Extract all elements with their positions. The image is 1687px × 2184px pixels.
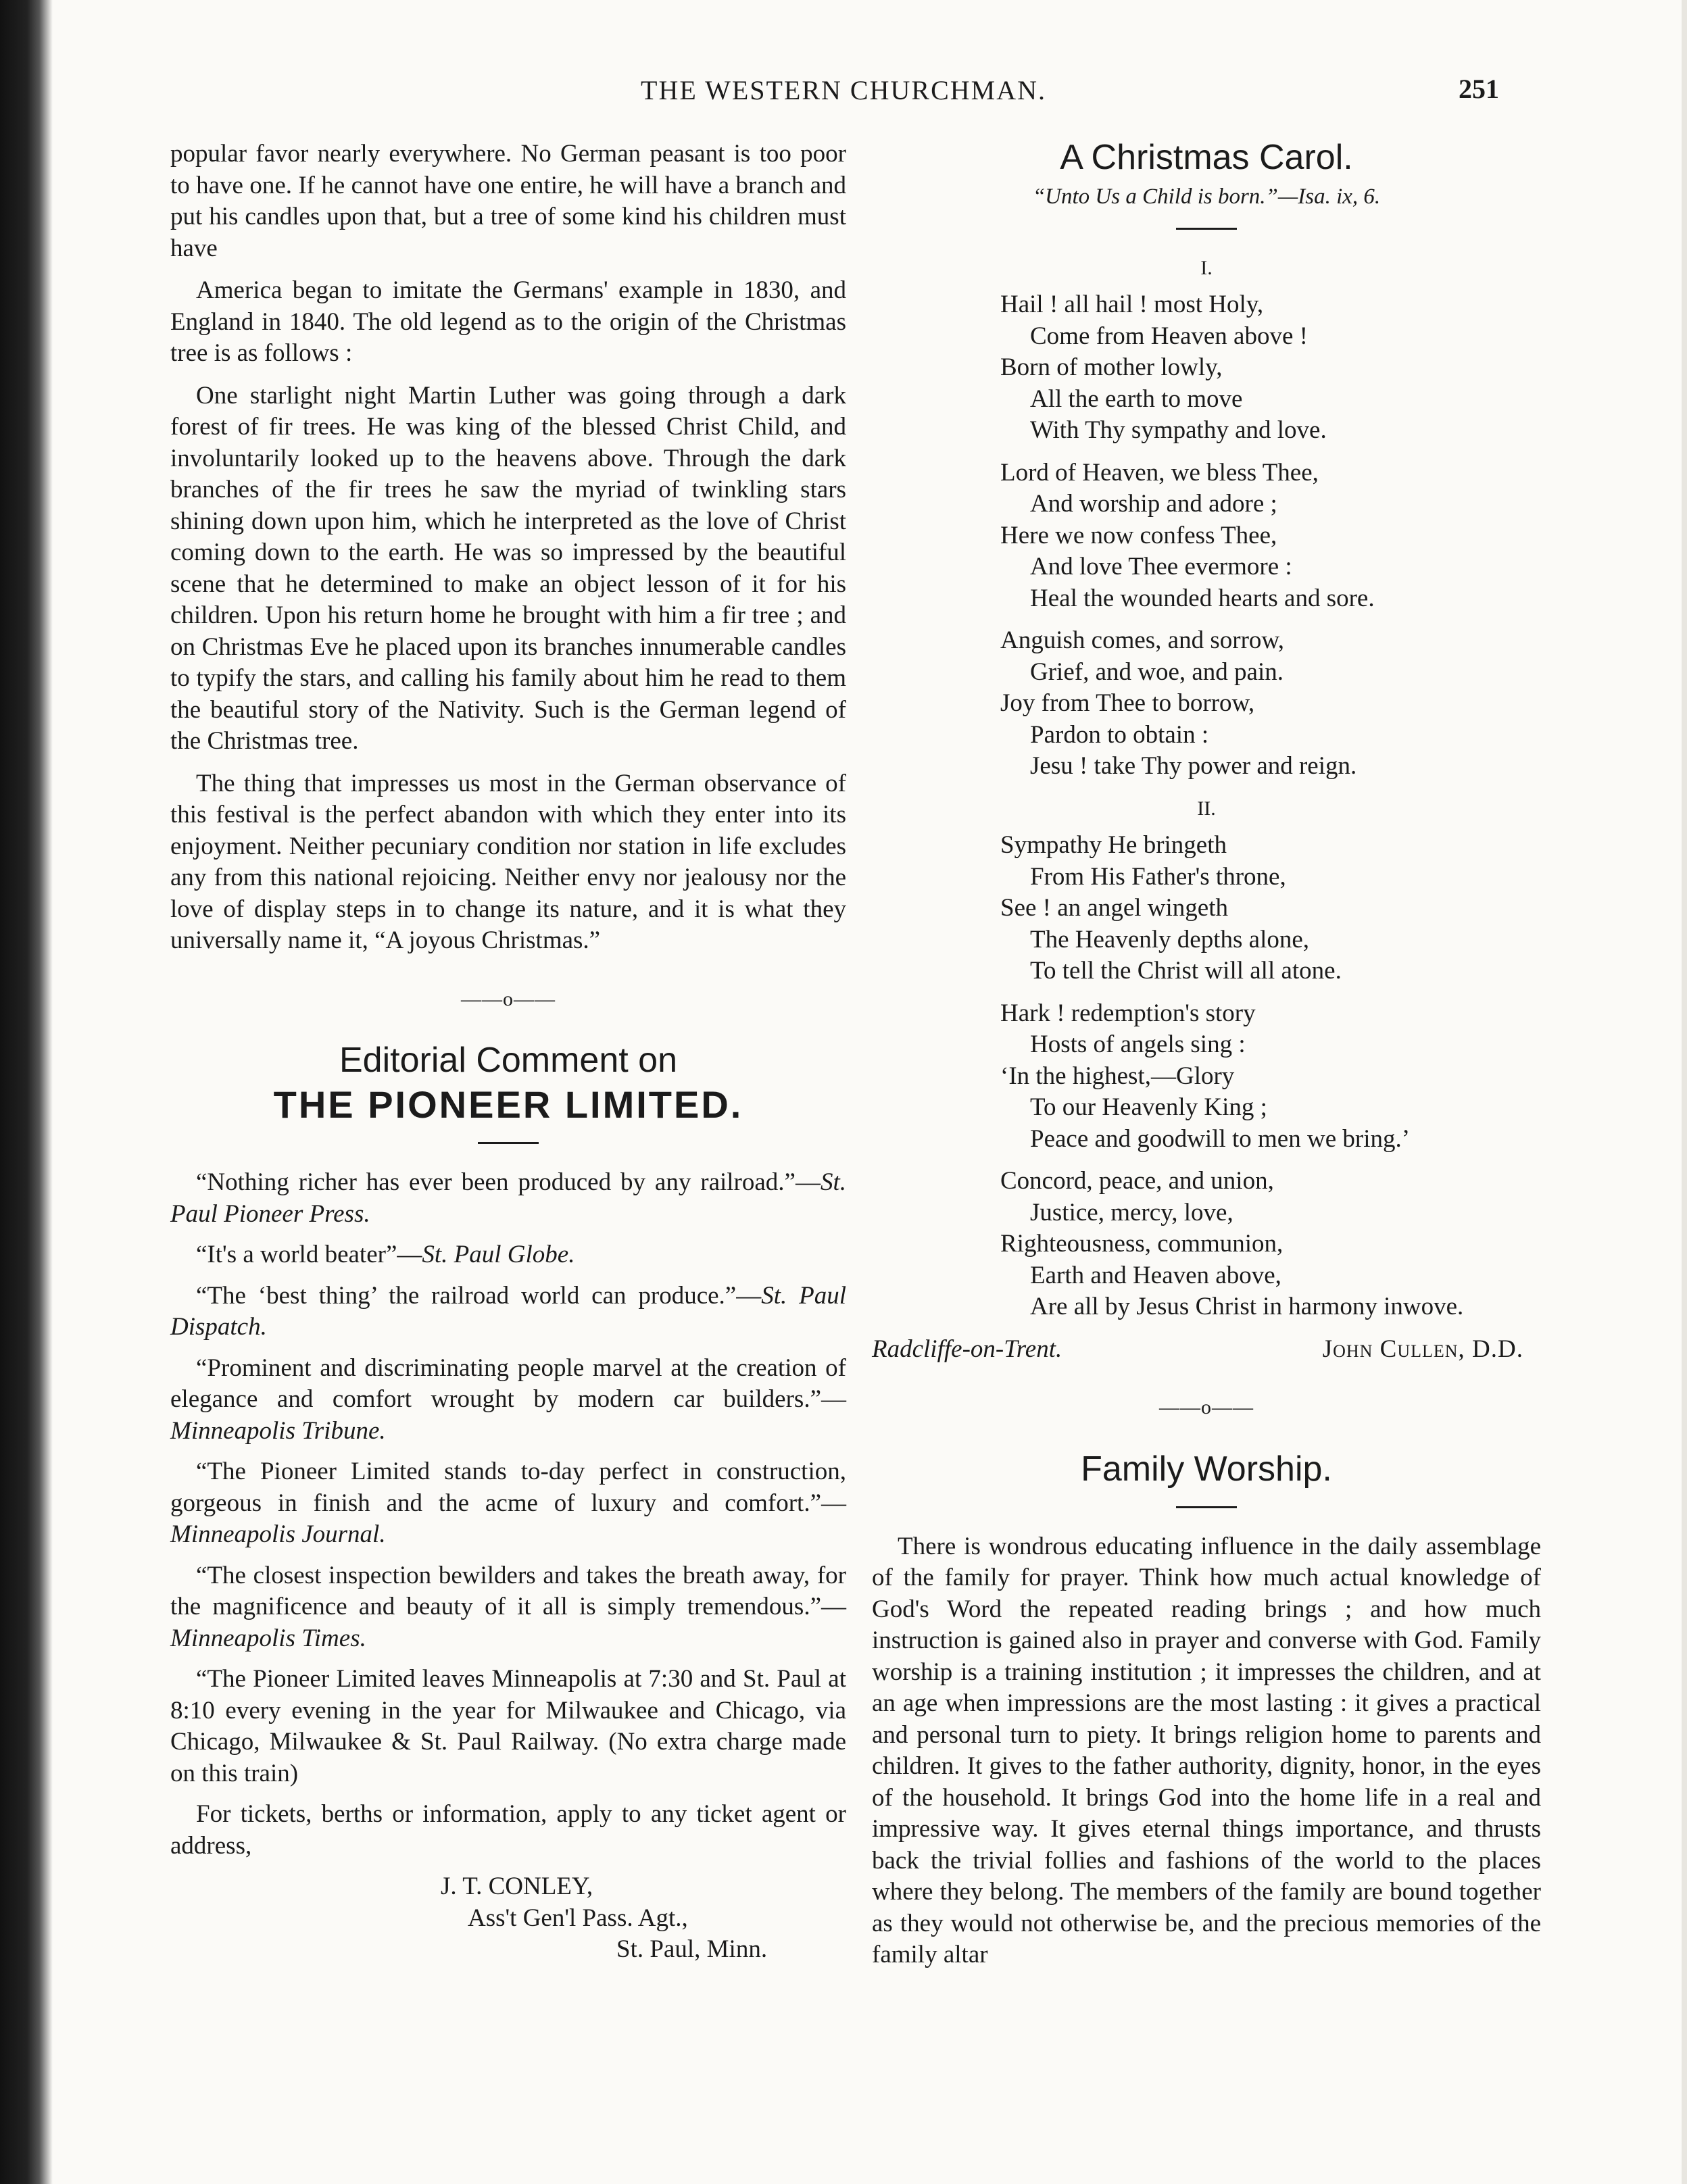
carol-epigraph: “Unto Us a Child is born.”—Isa. ix, 6. bbox=[1032, 184, 1381, 209]
verse-line: ‘In the highest,—Glory bbox=[1000, 1062, 1235, 1090]
paragraph: America began to imitate the Germans' example in 1830, and England in 1840. The old legend as to the origin of the Christmas tree is as follows : bbox=[170, 276, 846, 367]
verse-line: Hark ! redemption's story bbox=[1000, 999, 1256, 1027]
family-worship-heading: Family Worship. bbox=[1081, 1449, 1332, 1489]
editorial-quotes bbox=[170, 1167, 846, 1862]
verse-line: Peace and goodwill to men we bring.’ bbox=[1030, 1124, 1411, 1153]
verse-line: Anguish comes, and sorrow, bbox=[1000, 626, 1284, 654]
verse-line: All the earth to move bbox=[1030, 384, 1243, 413]
verse-line: Lord of Heaven, we bless Thee, bbox=[1000, 458, 1319, 487]
verse-line: Concord, peace, and union, bbox=[1000, 1167, 1274, 1195]
quote-source: Minneapolis Tribune. bbox=[170, 1416, 386, 1445]
verse-line: Hosts of angels sing : bbox=[1030, 1031, 1246, 1058]
stanza bbox=[1000, 289, 1541, 447]
right-column bbox=[872, 135, 1541, 1982]
verse-line: Jesu ! take Thy power and reign. bbox=[1030, 752, 1357, 780]
press-quote: “The closest inspection bewilders and takes the breath away, for the magnificence and beauty of it all is simply tremendous.”—Minneapolis Times. bbox=[170, 1561, 846, 1652]
verse-line: Sympathy He bringeth bbox=[1000, 831, 1227, 859]
scan-right-edge bbox=[1682, 0, 1687, 2184]
verse-line: With Thy sympathy and love. bbox=[1030, 416, 1327, 444]
stanza bbox=[1000, 830, 1541, 987]
verse-line: Earth and Heaven above, bbox=[1030, 1261, 1281, 1289]
verse-line: Pardon to obtain : bbox=[1030, 720, 1209, 749]
press-quote: “Nothing richer has ever been produced by any railroad.”—St. Paul Pioneer Press. bbox=[170, 1168, 846, 1228]
quote-source: St. Paul Dispatch. bbox=[170, 1281, 846, 1341]
agent-title: Ass't Gen'l Pass. Agt., bbox=[468, 1904, 688, 1932]
train-schedule: “The Pioneer Limited leaves Minneapolis at 7:30 and St. Paul at 8:10 every evening in the year for Milwaukee and Chicago, via Chicago, Milwaukee & St. Paul Railway. (No extra charge made on this train) bbox=[170, 1665, 846, 1787]
section-divider: ——o—— bbox=[461, 987, 556, 1010]
part-number: II. bbox=[1197, 797, 1216, 820]
verse-line: Grief, and woe, and pain. bbox=[1030, 657, 1284, 686]
agent-name: J. T. CONLEY, bbox=[441, 1872, 593, 1900]
scan-binding-edge bbox=[0, 0, 53, 2184]
verse-line: And love Thee evermore : bbox=[1030, 553, 1292, 580]
paragraph: The thing that impresses us most in the German observance of this festival is the perfect abandon with which they enter into its enjoyment. Neither pecuniary condition nor station in life excludes any from this national rejoicing. Neither envy nor jealousy nor the love of display steps in to change its nature, and it is what they universally name it, “A joyous Christmas.” bbox=[170, 769, 846, 954]
verse-line: To our Heavenly King ; bbox=[1030, 1093, 1267, 1121]
agent-signature bbox=[170, 1871, 846, 1966]
verse-line: Hail ! all hail ! most Holy, bbox=[1000, 291, 1264, 318]
verse-line: And worship and adore ; bbox=[1030, 490, 1277, 518]
editorial-heading: Editorial Comment on bbox=[339, 1041, 677, 1080]
paragraph: One starlight night Martin Luther was going through a dark forest of fir trees. He was king of the blessed Christ Child, and involuntarily looked up to the heavens above. Through the dark branches of the fir trees he saw the myriad of twinkling stars shining down upon him, which he interpreted as the love of Christ coming down to the earth. He was so impressed by the beautiful scene that he determined to make an object lesson of it for his children. Upon his return home he brought with him a fir tree ; and on Christmas Eve he placed upon its branches innumerable candles to typify the stars, and calling his family about him he read to them the beautiful story of the Nativity. Such is the German legend of the Christmas tree. bbox=[170, 381, 846, 755]
section-divider: ——o—— bbox=[1159, 1396, 1254, 1418]
part-number: I. bbox=[1200, 256, 1213, 279]
verse-line: The Heavenly depths alone, bbox=[1030, 925, 1310, 953]
quote-source: Minneapolis Times. bbox=[170, 1624, 366, 1652]
verse-line: From His Father's throne, bbox=[1030, 862, 1286, 891]
press-quote: “The ‘best thing’ the railroad world can produce.”—St. Paul Dispatch. bbox=[170, 1281, 846, 1341]
signature-author: John Cullen, D.D. bbox=[1322, 1335, 1523, 1363]
press-quote: “It's a world beater”—St. Paul Globe. bbox=[196, 1241, 575, 1268]
paragraph: popular favor nearly everywhere. No German peasant is too poor to have one. If he cannot have one entire, he will have a branch and put his candles upon that, but a tree of some kind his children must have bbox=[170, 140, 846, 262]
paragraph: There is wondrous educating influence in the daily assemblage of the family for prayer. Think how much actual knowledge of God's Word the repeated reading brings ; and how much instruction is gained also in prayer and converse with God. Family worship is a training institution ; it impresses the children, and at an age when impressions are the most lasting : it gives a practical and personal turn to piety. It brings religion home to parents and children. It gives to the father authority, dignity, honor, in the eyes of the household. It brings God into the home life in a real and impressive way. It gives eternal things importance, and thrusts back the trivial follies and fashions of the world to the places where they belong. The members of the family are bound together as they would not otherwise be, and the precious memories of the family altar bbox=[872, 1532, 1541, 1968]
press-quote: “The Pioneer Limited stands to-day perfect in construction, gorgeous in finish and the acme of luxury and comfort.”—Minneapolis Journal. bbox=[170, 1458, 846, 1548]
journal-title: THE WESTERN CHURCHMAN. bbox=[641, 75, 1046, 105]
verse-line: Joy from Thee to borrow, bbox=[1000, 689, 1255, 717]
page-number: 251 bbox=[1459, 74, 1499, 104]
verse-line: Are all by Jesus Christ in harmony inwove. bbox=[1030, 1293, 1464, 1320]
quote-source: Minneapolis Journal. bbox=[170, 1520, 386, 1548]
agent-city: St. Paul, Minn. bbox=[616, 1935, 768, 1963]
editorial-heading-main: THE PIONEER LIMITED. bbox=[273, 1083, 743, 1126]
verse-line: See ! an angel wingeth bbox=[1000, 894, 1228, 922]
carol-signature bbox=[872, 1334, 1541, 1366]
stanza bbox=[1000, 998, 1541, 1156]
stanza bbox=[1000, 457, 1541, 615]
verse-line: Born of mother lowly, bbox=[1000, 353, 1223, 381]
stanza bbox=[1000, 625, 1541, 783]
stanza bbox=[1000, 1166, 1541, 1323]
carol-title: A Christmas Carol. bbox=[1060, 138, 1353, 177]
verse-line: Justice, mercy, love, bbox=[1030, 1198, 1233, 1226]
left-column bbox=[170, 139, 846, 1966]
quote-source: St. Paul Globe. bbox=[422, 1241, 575, 1268]
verse-line: Come from Heaven above ! bbox=[1030, 322, 1308, 350]
ticket-info: For tickets, berths or information, apply to any ticket agent or address, bbox=[170, 1800, 846, 1860]
quote-source: St. Paul Pioneer Press. bbox=[170, 1168, 846, 1228]
heading-rule bbox=[1176, 228, 1237, 230]
signature-place: Radcliffe-on-Trent. bbox=[872, 1335, 1062, 1363]
verse-line: To tell the Christ will all atone. bbox=[1030, 957, 1342, 985]
verse-line: Heal the wounded hearts and sore. bbox=[1030, 584, 1375, 612]
heading-rule bbox=[1176, 1506, 1237, 1508]
heading-rule bbox=[478, 1142, 539, 1144]
page-header bbox=[0, 70, 1687, 118]
verse-line: Righteousness, communion, bbox=[1000, 1230, 1283, 1258]
press-quote: “Prominent and discriminating people marvel at the creation of elegance and comfort wrought by modern car builders.”—Minneapolis Tribune. bbox=[170, 1354, 846, 1445]
verse-line: Here we now confess Thee, bbox=[1000, 521, 1277, 549]
